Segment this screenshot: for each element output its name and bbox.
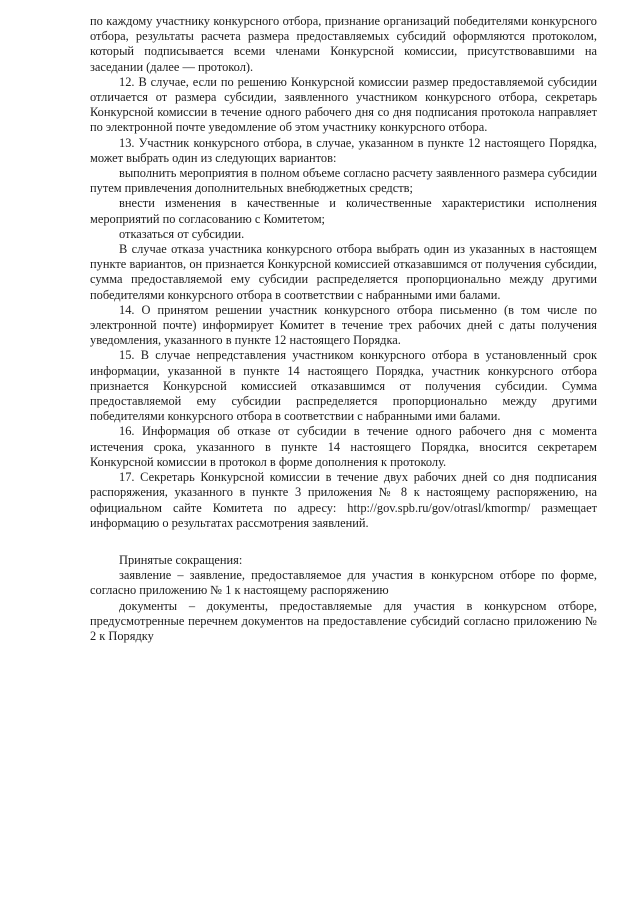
abbreviation-item-application: заявление – заявление, предоставляемое для участия в конкурсном отборе по форме, согласно приложению № 1 к настоящему распоряжению [90, 568, 597, 598]
paragraph-option-3: отказаться от субсидии. [119, 226, 245, 241]
paragraph-option-2: внести изменения в качественные и количественные характеристики исполнения мероприятий по согласованию с Комитетом; [90, 196, 597, 226]
abbreviations-title: Принятые сокращения: [119, 552, 243, 567]
paragraph-item-12: 12. В случае, если по решению Конкурсной комиссии размер предоставляемой субсидии отличается от размера субсидии, заявленного участником конкурсного отбора, секретарь Конкурсной комиссии в течение одного рабочего дня со дня подписания протокола направляет по электронной почте уведомление об этом участнику конкурсного отбора. [90, 74, 597, 135]
abbreviation-item-documents: документы – документы, предоставляемые для участия в конкурсном отборе, предусмотренные перечнем документов на предоставление субсидий согласно приложению № 2 к Порядку [90, 598, 597, 643]
paragraph-refusal: В случае отказа участника конкурсного отбора выбрать один из указанных в настоящем пункте вариантов, он признается Конкурсной комиссией отказавшимся от получения субсидии, сумма предоставляемой ему субсидии распределяется пропорционально между другими победителями конкурсного отбора в соответствии с набранными ими балами. [90, 242, 597, 302]
paragraph-continuation: по каждому участнику конкурсного отбора, признание организаций победителями конкурсного отбора, результаты расчета размера предоставляемых субсидий оформляются протоколом, который подписывается всеми членами Конкурсной комиссии, присутствовавшими на заседании (далее — протокол). [90, 14, 597, 74]
paragraph-item-15: 15. В случае непредставления участником конкурсного отбора в установленный срок информации, указанной в пункте 14 настоящего Порядка, участник конкурсного отбора признается Конкурсной комиссией отказавшимся от получения субсидии. Сумма предоставляемой ему субсидии распределяется пропорционально между другими победителями конкурсного отбора в соответствии с набранными ими балами. [90, 348, 597, 424]
document-body [90, 14, 597, 644]
paragraph-item-17: 17. Секретарь Конкурсной комиссии в течение двух рабочих дней со дня подписания распоряжения, указанного в пункте 3 приложения № 8 к настоящему распоряжению, на официальном сайте Комитета по адресу: http://gov.spb.ru/gov/otrasl/kmormp/ размещает информацию о результатах рассмотрения заявлений. [90, 470, 597, 530]
paragraph-item-13: 13. Участник конкурсного отбора, в случае, указанном в пункте 12 настоящего Порядка, может выбрать один из следующих вариантов: [90, 135, 597, 165]
paragraph-item-14: 14. О принятом решении участник конкурсного отбора письменно (в том числе по электронной почте) информирует Комитет в течение трех рабочих дней с даты получения уведомления, указанного в пункте 12 настоящего Порядка. [90, 302, 597, 348]
paragraph-option-1: выполнить мероприятия в полном объеме согласно расчету заявленного размера субсидии путем привлечения дополнительных внебюджетных средств; [90, 166, 597, 196]
section-gap [90, 531, 597, 553]
paragraph-item-16: 16. Информация об отказе от субсидии в течение одного рабочего дня с момента истечения срока, указанного в пункте 14 настоящего Порядка, вносится секретарем Конкурсной комиссии в протокол в форме дополнения к протоколу. [90, 424, 597, 469]
